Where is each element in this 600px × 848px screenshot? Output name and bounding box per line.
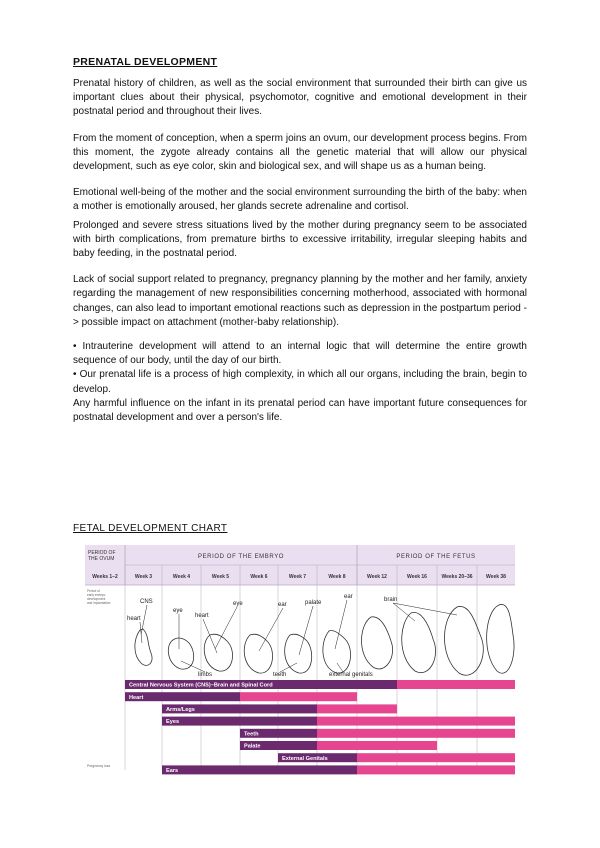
embryo-illustrations (135, 604, 514, 675)
document-body (73, 56, 527, 425)
bar-row (240, 729, 515, 738)
week-label: Week 16 (407, 574, 427, 580)
bar-label: Ears (166, 768, 179, 774)
bar-pink-segment (317, 729, 515, 738)
bar-pink-segment (240, 692, 357, 701)
bar-pink-segment (397, 680, 515, 689)
week-label: Week 3 (134, 574, 153, 580)
week-label: Weeks 1–2 (92, 574, 118, 580)
label-heart: heart (127, 616, 141, 622)
paragraph-6: Any harmful influence on the infant in its prenatal period can have important future consequences for postnatal development and over a person's life. (73, 397, 527, 424)
label-eye: eye (173, 608, 183, 614)
bar-row (240, 741, 437, 750)
ovum-header: PERIOD OF THE OVUM (88, 550, 116, 562)
bar-row (162, 717, 515, 726)
label-external-genitals: external genitals (329, 672, 373, 678)
bar-pink-segment (317, 717, 515, 726)
fetus-week12-illustration (362, 617, 393, 669)
label-eye-2: eye (233, 601, 243, 607)
bar-row (162, 765, 515, 774)
embryo-week8-illustration (323, 630, 351, 673)
label-brain: brain (384, 597, 398, 603)
bar-pink-segment (357, 753, 515, 762)
pregnancy-loss-note: Pregnancy loss (87, 764, 111, 768)
paragraph-1: Prenatal history of children, as well as the social environment that surrounded their birth can give us important clues about their physical, psychomotor, cognitive and emotional development in their postnatal period and throughout their lives. (73, 78, 527, 118)
bullet-1: • Intrauterine development will attend to an internal logic that will determine the entire growth sequence of our body, until the day of our birth. (73, 341, 527, 367)
week-label: Week 5 (211, 574, 230, 580)
label-cns: CNS (140, 599, 153, 605)
week-label: Week 7 (288, 574, 307, 580)
label-leader-lines (140, 600, 457, 672)
bullet-2: • Our prenatal life is a process of high complexity, in which all our organs, including the brain, begin to develop. (73, 369, 527, 395)
bar-label: Palate (244, 743, 261, 750)
bar-label: Teeth (244, 731, 259, 738)
embryo-week3-illustration (135, 629, 152, 665)
bar-row (278, 753, 515, 762)
label-palate: palate (305, 600, 322, 606)
week-label: Weeks 20–36 (441, 574, 473, 580)
embryo-header: PERIOD OF THE EMBRYO (197, 554, 285, 560)
bar-pink-segment (357, 765, 515, 774)
label-ear-2: ear (344, 594, 353, 600)
embryo-week4-illustration (168, 638, 193, 669)
bar-row (125, 680, 515, 689)
page-title: PRENATAL DEVELOPMENT (73, 56, 218, 68)
label-limbs: limbs (198, 672, 213, 678)
bar-dark-segment (162, 717, 317, 726)
paragraph-4: Prolonged and severe stress situations lived by the mother during pregnancy seem to be associated with birth complications, from premature births to excessive irritability, irregular sleeping habits and baby feeding, in the postnatal period. (73, 219, 527, 260)
fetus-week38-illustration (487, 604, 514, 673)
week-label: Week 8 (328, 574, 346, 580)
bar-label: Eyes (166, 719, 180, 726)
fetus-header: PERIOD OF THE FETUS (396, 554, 476, 560)
chart-canvas (85, 545, 515, 775)
label-ear: ear (278, 602, 287, 608)
embryo-week6-illustration (244, 634, 272, 673)
fetus-week16-illustration (402, 612, 436, 672)
label-heart-2: heart (195, 613, 209, 619)
week-label: Week 6 (250, 574, 268, 580)
paragraph-3: Emotional well-being of the mother and the social environment surrounding the birth of the baby: when a mother is emotionally aroused, her glands secrete adrenaline and cortisol. (73, 187, 527, 213)
week-label: Week 12 (367, 574, 387, 580)
week-label: Week 38 (486, 574, 506, 580)
bar-label: External Genitals (282, 755, 328, 762)
week-label: Week 4 (172, 574, 191, 580)
side-note: Period of early embryo development and implantation (87, 589, 111, 605)
bar-dark-segment (162, 765, 357, 774)
fetal-development-chart (85, 545, 515, 775)
paragraph-2: From the moment of conception, when a sperm joins an ovum, our development process begins. From this moment, the zygote already contains all the genetic material that will allow our physical development, such as eye color, skin and biological sex, and will shape us as a human being. (73, 132, 527, 173)
development-bars (125, 680, 515, 774)
bar-label: Central Nervous System (CNS)–Brain and Spinal Cord (129, 682, 273, 689)
embryo-week5-illustration (204, 634, 232, 671)
chart-title: FETAL DEVELOPMENT CHART (73, 523, 228, 534)
bar-label: Heart (129, 694, 144, 701)
bar-pink-segment (317, 741, 437, 750)
fetus-week20-illustration (445, 606, 484, 675)
bar-row (162, 704, 397, 713)
bar-pink-segment (317, 704, 397, 713)
label-teeth: teeth (273, 672, 287, 678)
paragraph-5: Lack of social support related to pregnancy, pregnancy planning by the mother and her family, anxiety regarding the management of new responsibilities concerning motherhood, associated with hormonal changes, can also lead to important emotional reactions such as depression in the postpartum period -> possible impact on attachment (mother-baby relationship). (73, 274, 527, 328)
bar-label: Arms/Legs (166, 707, 195, 713)
bar-row (125, 692, 357, 701)
